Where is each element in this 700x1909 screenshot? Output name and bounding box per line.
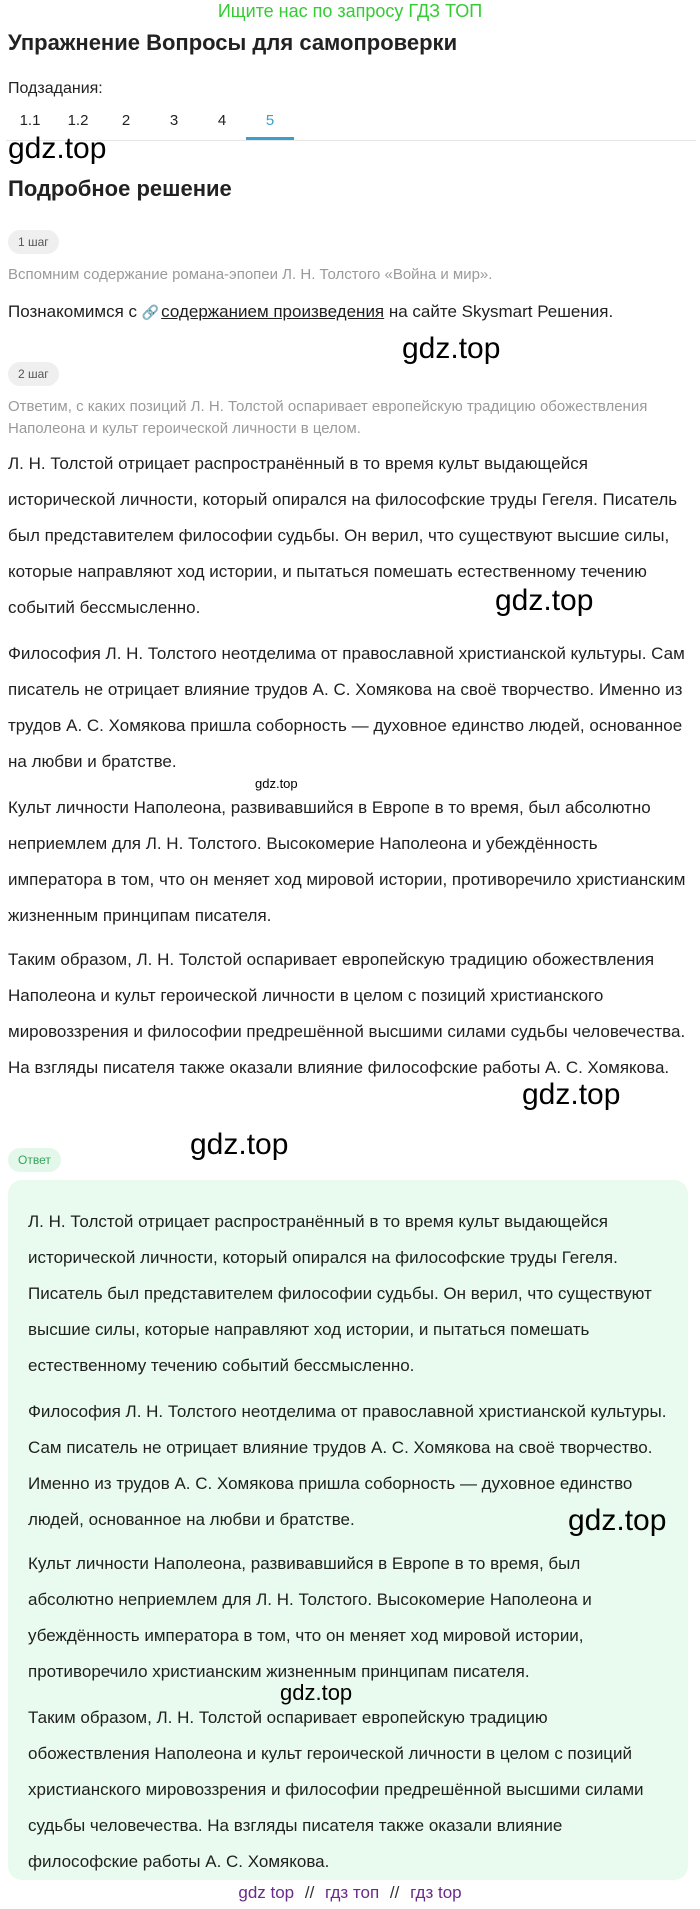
watermark: gdz.top [495,584,594,617]
answer-badge: Ответ [8,1148,61,1172]
link-icon: 🔗 [141,304,160,320]
step-2-hint: Ответим, с каких позиций Л. Н. Толстой оспаривает европейскую традицию обожествления Наполеона и культ героической личности в целом. [8,398,648,437]
solution-paragraph-3: Культ личности Наполеона, развивавшийся в Европе в то время, был абсолютно неприемлем для Л. Н. Толстого. Высокомерие Наполеона и убеждённость императора в том, что он меняет ход мировой истории, противоречило христианским жизненным принципам писателя. [8,798,686,925]
footer-separator: // [389,1883,400,1902]
watermark: gdz.top [568,1504,667,1537]
content-link[interactable]: содержанием произведения [161,302,385,321]
page-title: Упражнение Вопросы для самопроверки [8,30,458,55]
footer-link-3[interactable]: гдз top [410,1883,462,1902]
watermark: gdz.top [255,776,298,791]
section-title: Подробное решение [8,176,232,201]
subtask-tabs [6,106,696,141]
tab-1-1[interactable]: 1.1 [19,112,41,129]
solution-paragraph-4: Таким образом, Л. Н. Толстой оспаривает европейскую традицию обожествления Наполеона и культ героической личности в целом с позиций христианского мировоззрения и философии предрешённой высшими силами судьбы человечества. На взгляды писателя также оказали влияние философские работы А. С. Хомякова. [8,950,686,1077]
footer-separator: // [304,1883,315,1902]
answer-paragraph-1: Л. Н. Толстой отрицает распространённый в то время культ выдающейся исторической личности, который опирался на философские труды Гегеля. Писатель был представителем философии судьбы. Он верил, что существуют высшие силы, которые направляют ход истории, и пытаться помешать естественному течению событий бессмысленно. [28,1212,652,1375]
step-1-hint: Вспомним содержание романа-эпопеи Л. Н. Толстого «Война и мир». [8,266,493,283]
step-1-badge: 1 шаг [8,230,59,254]
tab-2[interactable]: 2 [121,112,131,129]
answer-paragraph-2: Философия Л. Н. Толстого неотделима от православной христианской культуры. Сам писатель не отрицает влияние трудов А. С. Хомякова на своё творчество. Именно из трудов А. С. Хомякова пришла соборность — духовное единство людей, основанное на любви и братстве. [28,1402,667,1529]
answer-paragraph-3: Культ личности Наполеона, развивавшийся в Европе в то время, был абсолютно неприемлем для Л. Н. Толстого. Высокомерие Наполеона и убеждённость императора в том, что он меняет ход мировой истории, противоречило христианским жизненным принципам писателя. [28,1554,592,1681]
footer-link-1[interactable]: gdz top [238,1883,295,1902]
footer-link-2[interactable]: гдз топ [325,1883,380,1902]
watermark: gdz.top [402,332,501,365]
tab-1-2[interactable]: 1.2 [67,112,89,129]
footer-links [0,1883,700,1903]
tab-5[interactable]: 5 [246,106,294,140]
watermark: gdz.top [8,132,107,165]
answer-paragraph-4: Таким образом, Л. Н. Толстой оспаривает европейскую традицию обожествления Наполеона и культ героической личности в целом с позиций христианского мировоззрения и философии предрешённой высшими силами судьбы человечества. На взгляды писателя также оказали влияние философские работы А. С. Хомякова. [28,1708,644,1871]
tab-3[interactable]: 3 [169,112,179,129]
solution-paragraph-2: Философия Л. Н. Толстого неотделима от православной христианской культуры. Сам писатель не отрицает влияние трудов А. С. Хомякова на своё творчество. Именно из трудов А. С. Хомякова пришла соборность — духовное единство людей, основанное на любви и братстве. [8,644,685,771]
solution-paragraph-1: Л. Н. Толстой отрицает распространённый в то время культ выдающейся исторической личности, который опирался на философские труды Гегеля. Писатель был представителем философии судьбы. Он верил, что существуют высшие силы, которые направляют ход истории, и пытаться помешать естественному течению событий бессмысленно. [8,454,678,617]
step-1-text-after: на сайте Skysmart Решения. [384,302,614,321]
step-2-badge: 2 шаг [8,362,59,386]
subtasks-label: Подзадания: [8,80,103,97]
watermark: gdz.top [522,1078,621,1111]
step-1-text [8,294,692,330]
step-1-text-before: Познакомимся с [8,302,142,321]
tab-4[interactable]: 4 [217,112,227,129]
top-banner[interactable]: Ищите нас по запросу ГДЗ ТОП [217,1,483,21]
watermark: gdz.top [190,1128,289,1161]
watermark: gdz.top [280,1680,353,1705]
